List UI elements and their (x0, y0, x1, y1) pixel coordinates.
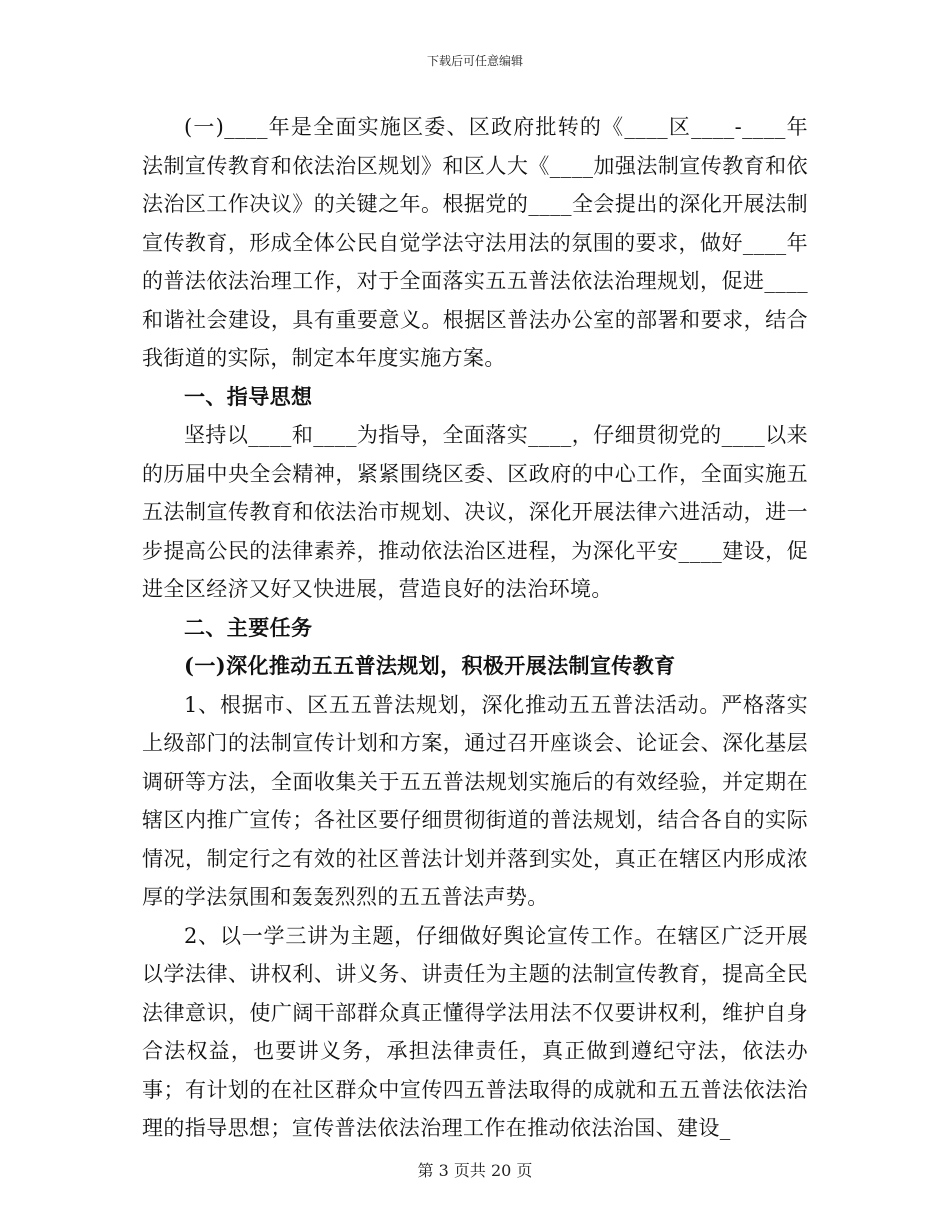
section-heading-guiding-thought: 一、指导思想 (184, 383, 313, 409)
subsection-heading-1: (一)深化推动五五普法规划，积极开展法制宣传教育 (184, 653, 676, 678)
page-header-note: 下载后可任意编辑 (426, 54, 523, 68)
page-number: 第 3 页共 20 页 (417, 1161, 533, 1180)
task-item-1: 1、根据市、区五五普法规划，深化推动五五普法活动。严格落实上级部门的法制宣传计划和方案，通过召开座谈会、论证会、深化基层调研等方法，全面收集关于五五普法规划实施后的有效经验，并定期在辖区内推广宣传；各社区要仔细贯彻街道的普法规划，结合各自的实际情况，制定行之有效的社区普法计划并落到实处，真正在辖区内形成浓厚的学法氛围和轰轰烈烈的五五普法声势。 (142, 692, 808, 909)
intro-paragraph: (一)____年是全面实施区委、区政府批转的《____区____-____年法制宣传教育和依法治区规划》和区人大《____加强法制宣传教育和依法治区工作决议》的关键之年。根据党的____全会提出的深化开展法制宣传教育，形成全体公民自觉学法守法用法的氛围的要求，做好____年的普法依法治理工作，对于全面落实五五普法依法治理规划，促进____和谐社会建设，具有重要意义。根据区普法办公室的部署和要求，结合我街道的实际，制定本年度实施方案。 (142, 115, 808, 370)
section-heading-main-tasks: 二、主要任务 (184, 614, 313, 640)
guiding-thought-paragraph: 坚持以____和____为指导，全面落实____，仔细贯彻党的____以来的历届中央全会精神，紧紧围绕区委、区政府的中心工作，全面实施五五法制宣传教育和依法治市规划、决议，深化开展法律六进活动，进一步提高公民的法律素养，推动依法治区进程，为深化平安____建设，促进全区经济又好又快进展，营造良好的法治环境。 (142, 423, 808, 601)
document-body (142, 108, 808, 1148)
task-item-2: 2、以一学三讲为主题，仔细做好舆论宣传工作。在辖区广泛开展以学法律、讲权利、讲义务、讲责任为主题的法制宣传教育，提高全民法律意识，使广阔干部群众真正懂得学法用法不仅要讲权利，维护自身合法权益，也要讲义务，承担法律责任，真正做到遵纪守法，依法办事；有计划的在社区群众中宣传四五普法取得的成就和五五普法依法治理的指导思想；宣传普法依法治理工作在推动依法治国、建设_ (142, 923, 808, 1140)
